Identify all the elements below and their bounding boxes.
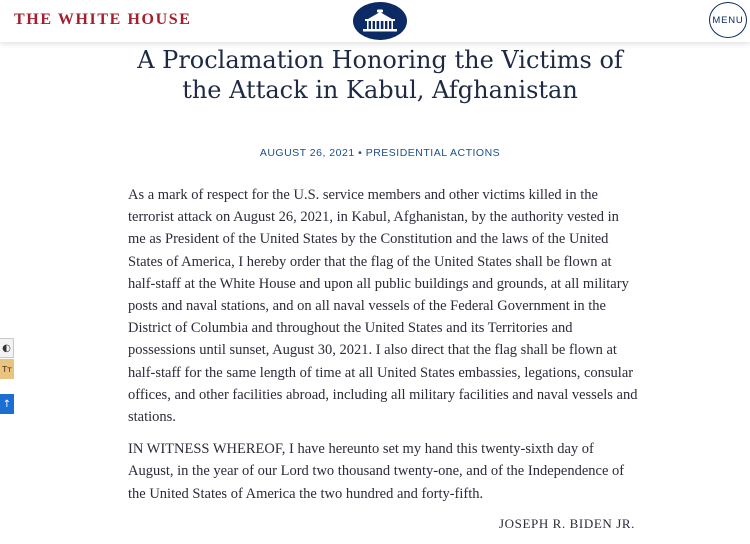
site-logo-link[interactable]: THE WHITE HOUSE bbox=[14, 11, 192, 28]
page-title: A Proclamation Honoring the Victims of the Attack in Kabul, Afghanistan bbox=[137, 46, 623, 104]
article-category-link[interactable]: PRESIDENTIAL ACTIONS bbox=[365, 147, 501, 159]
article-body bbox=[128, 184, 638, 515]
meta-separator: • bbox=[358, 147, 363, 159]
contrast-toggle-icon[interactable]: ◐ bbox=[0, 338, 14, 358]
article-date: AUGUST 26, 2021 bbox=[259, 147, 355, 159]
white-house-seal-icon[interactable] bbox=[353, 2, 407, 40]
white-house-building-icon bbox=[360, 8, 400, 34]
back-to-top-icon[interactable]: ↑ bbox=[0, 394, 14, 414]
text-size-icon[interactable]: Tт bbox=[0, 359, 14, 379]
article-paragraph: As a mark of respect for the U.S. service members and other victims killed in the terrorist attack on August 26, 2021, in Kabul, Afghanistan, by the authority vested in me as President of the United States by the Constitution and the laws of the United States of America, I hereby order that the flag of the United States shall be flown at half-staff at the White House and upon all public buildings and grounds, at all military posts and naval stations, and on all naval vessels of the Federal Government in the District of Columbia and throughout the United States and its Territories and possessions until sunset, August 30, 2021. I also direct that the flag shall be flown at half-staff for the same length of time at all United States embassies, legations, consular offices, and other facilities abroad, including all military facilities and naval vessels and stations. bbox=[128, 187, 638, 426]
menu-button[interactable]: MENU bbox=[709, 2, 747, 38]
site-header bbox=[0, 0, 750, 42]
signature: JOSEPH R. BIDEN JR. bbox=[498, 516, 635, 531]
article-meta bbox=[130, 147, 630, 159]
article-paragraph: IN WITNESS WHEREOF, I have hereunto set my hand this twenty-sixth day of August, in the year of our Lord two thousand twenty-one, and of the Independence of the United States of America the two hundred and forty-fifth. bbox=[128, 441, 625, 502]
